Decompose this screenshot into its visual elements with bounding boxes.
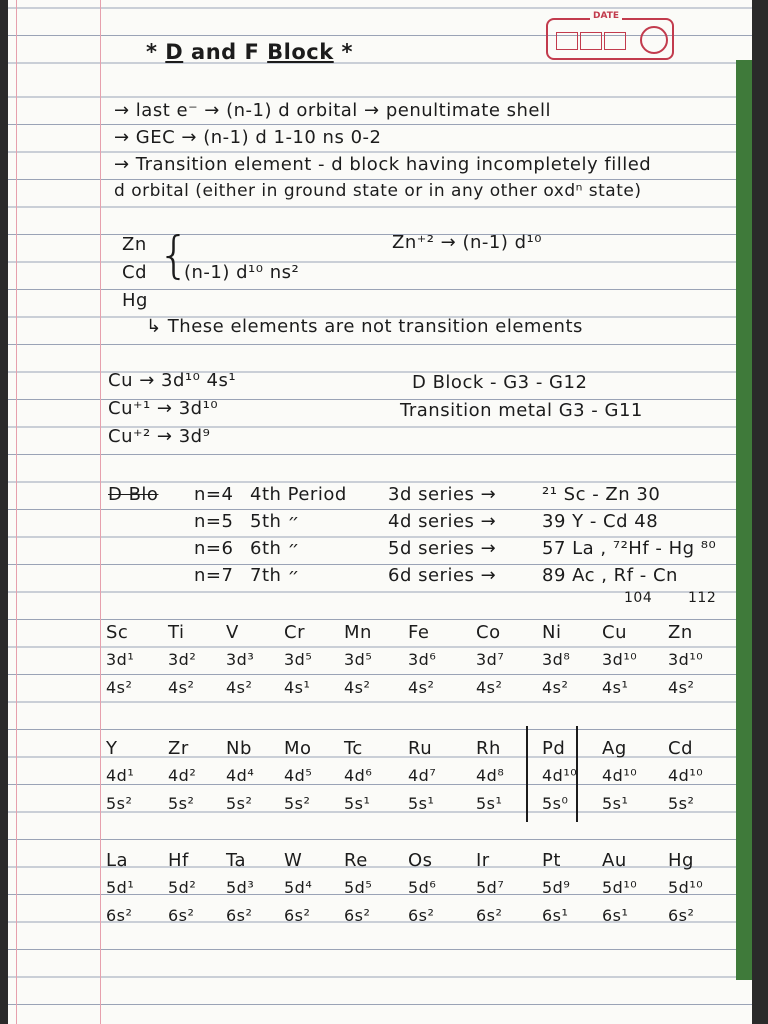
d-config: 5d⁴ — [284, 878, 313, 897]
element-symbol: Cd — [668, 738, 693, 759]
note-line: d orbital (either in ground state or in any other oxdⁿ state) — [114, 181, 642, 201]
title-star: * — [341, 40, 354, 64]
d-config: 3d³ — [226, 650, 255, 669]
element-symbol: Re — [344, 850, 368, 871]
s-config: 5s¹ — [344, 794, 371, 813]
cu-config: Cu → 3d¹⁰ 4s¹ — [108, 370, 237, 391]
s-config: 5s¹ — [476, 794, 503, 813]
d-config: 5d⁶ — [408, 878, 437, 897]
d-config: 5d¹⁰ — [602, 878, 638, 897]
s-config: 6s² — [106, 906, 133, 925]
d-config: 3d⁵ — [284, 650, 313, 669]
title-block: Block — [267, 40, 334, 64]
element-symbol: Os — [408, 850, 433, 871]
title-star: * — [146, 40, 158, 64]
s-config: 6s¹ — [542, 906, 569, 925]
series-number: 104 — [624, 590, 653, 606]
d-config: 3d⁵ — [344, 650, 373, 669]
s-config: 6s² — [344, 906, 371, 925]
series-n: n=5 — [194, 511, 234, 532]
element-symbol: Tc — [344, 738, 363, 759]
margin-line — [100, 0, 101, 1024]
cu-config: Cu⁺¹ → 3d¹⁰ — [108, 398, 219, 419]
element-symbol: Sc — [106, 622, 129, 643]
series-name: 5d series → — [388, 538, 497, 559]
element-symbol: Ti — [168, 622, 185, 643]
element-symbol: Fe — [408, 622, 430, 643]
element-symbol: Zn — [668, 622, 693, 643]
series-name: 3d series → — [388, 484, 497, 505]
page-title — [146, 40, 353, 64]
s-config: 6s² — [168, 906, 195, 925]
element-symbol: Pd — [542, 738, 566, 759]
s-config: 5s² — [668, 794, 695, 813]
element-symbol: V — [226, 622, 239, 643]
d-config: 3d⁸ — [542, 650, 571, 669]
element-zn: Zn — [122, 234, 147, 255]
d-config: 5d² — [168, 878, 197, 897]
element-hg: Hg — [122, 290, 148, 311]
series-period: 4th Period — [250, 484, 347, 505]
d-config: 3d¹⁰ — [668, 650, 704, 669]
d-config: 4d² — [168, 766, 197, 785]
note-line: → GEC → (n-1) d 1-10 ns 0-2 — [114, 127, 382, 148]
element-symbol: Ir — [476, 850, 490, 871]
d-config: 3d⁶ — [408, 650, 437, 669]
series-range: 89 Ac , Rf - Cn — [542, 565, 678, 586]
d-config: 4d⁶ — [344, 766, 373, 785]
s-config: 5s⁰ — [542, 794, 569, 813]
d-config: 5d⁷ — [476, 878, 505, 897]
cu-config: Cu⁺² → 3d⁹ — [108, 426, 211, 447]
element-symbol: Hg — [668, 850, 694, 871]
element-cd: Cd — [122, 262, 147, 283]
element-symbol: Ag — [602, 738, 627, 759]
s-config: 6s² — [284, 906, 311, 925]
series-name: 6d series → — [388, 565, 497, 586]
s-config: 6s² — [476, 906, 503, 925]
zn-ion-config: Zn⁺² → (n-1) d¹⁰ — [392, 232, 542, 253]
d-config: 4d¹⁰ — [668, 766, 704, 785]
s-config: 4s² — [168, 678, 195, 697]
date-cell — [556, 32, 578, 50]
s-config: 5s² — [226, 794, 253, 813]
series-number: 112 — [688, 590, 717, 606]
s-config: 6s¹ — [602, 906, 629, 925]
element-symbol: Zr — [168, 738, 189, 759]
notebook-edge — [736, 60, 752, 980]
element-symbol: W — [284, 850, 303, 871]
s-config: 4s² — [226, 678, 253, 697]
element-symbol: Hf — [168, 850, 189, 871]
series-period: 6th ״ — [250, 538, 300, 559]
element-symbol: Cu — [602, 622, 627, 643]
d-config: 5d¹ — [106, 878, 135, 897]
s-config: 5s² — [168, 794, 195, 813]
s-config: 4s² — [106, 678, 133, 697]
element-symbol: La — [106, 850, 129, 871]
s-config: 6s² — [226, 906, 253, 925]
date-cell — [580, 32, 602, 50]
s-config: 4s² — [542, 678, 569, 697]
d-config: 5d³ — [226, 878, 255, 897]
series-range: 39 Y - Cd 48 — [542, 511, 659, 532]
series-n: n=4 — [194, 484, 234, 505]
element-symbol: Au — [602, 850, 627, 871]
s-config: 4s² — [408, 678, 435, 697]
date-label: DATE — [590, 11, 622, 21]
d-config: 3d² — [168, 650, 197, 669]
s-config: 5s² — [106, 794, 133, 813]
element-symbol: Ni — [542, 622, 562, 643]
d-block-groups: D Block - G3 - G12 — [412, 372, 588, 393]
d-config: 4d⁴ — [226, 766, 255, 785]
element-symbol: Y — [106, 738, 118, 759]
series-period: 7th ״ — [250, 565, 300, 586]
series-range: 57 La , ⁷²Hf - Hg ⁸⁰ — [542, 538, 717, 559]
d-config: 3d¹⁰ — [602, 650, 638, 669]
d-config: 4d⁷ — [408, 766, 437, 785]
element-symbol: Mn — [344, 622, 372, 643]
d-config: 5d⁵ — [344, 878, 373, 897]
s-config: 4s² — [668, 678, 695, 697]
series-period: 5th ״ — [250, 511, 300, 532]
date-circle — [640, 26, 668, 54]
element-symbol: Ru — [408, 738, 433, 759]
series-n: n=7 — [194, 565, 234, 586]
s-config: 6s² — [408, 906, 435, 925]
d-config: 3d⁷ — [476, 650, 505, 669]
notebook-page — [8, 0, 752, 1024]
date-cell — [604, 32, 626, 50]
title-d: D — [165, 40, 184, 64]
d-config: 4d¹⁰ — [602, 766, 638, 785]
element-symbol: Cr — [284, 622, 305, 643]
note-line: → last e⁻ → (n-1) d orbital → penultimate shell — [114, 100, 551, 121]
s-config: 5s² — [284, 794, 311, 813]
margin-line — [16, 0, 17, 1024]
s-config: 4s¹ — [602, 678, 629, 697]
d-config: 5d⁹ — [542, 878, 571, 897]
series-range: ²¹ Sc - Zn 30 — [542, 484, 661, 505]
zn-group-config: (n-1) d¹⁰ ns² — [184, 262, 300, 283]
note-line: → Transition element - d block having incompletely filled — [114, 154, 652, 175]
s-config: 4s² — [476, 678, 503, 697]
element-symbol: Pt — [542, 850, 561, 871]
d-config: 4d⁵ — [284, 766, 313, 785]
series-n: n=6 — [194, 538, 234, 559]
brace-icon: { — [158, 226, 190, 284]
date-box — [546, 11, 674, 60]
s-config: 5s¹ — [408, 794, 435, 813]
element-symbol: Ta — [226, 850, 247, 871]
d-config: 3d¹ — [106, 650, 135, 669]
element-symbol: Nb — [226, 738, 252, 759]
d-config: 4d¹⁰ — [542, 766, 578, 785]
s-config: 4s² — [344, 678, 371, 697]
d-config: 5d¹⁰ — [668, 878, 704, 897]
series-name: 4d series → — [388, 511, 497, 532]
element-symbol: Co — [476, 622, 501, 643]
s-config: 4s¹ — [284, 678, 311, 697]
pd-highlight-box — [526, 726, 578, 822]
element-symbol: Rh — [476, 738, 501, 759]
zn-group-note: ↳ These elements are not transition elements — [146, 316, 583, 337]
d-config: 4d⁸ — [476, 766, 505, 785]
d-config: 4d¹ — [106, 766, 135, 785]
series-label: D Blo — [108, 484, 159, 505]
title-and: and F — [191, 40, 260, 64]
s-config: 5s¹ — [602, 794, 629, 813]
transition-groups: Transition metal G3 - G11 — [400, 400, 643, 421]
s-config: 6s² — [668, 906, 695, 925]
element-symbol: Mo — [284, 738, 312, 759]
